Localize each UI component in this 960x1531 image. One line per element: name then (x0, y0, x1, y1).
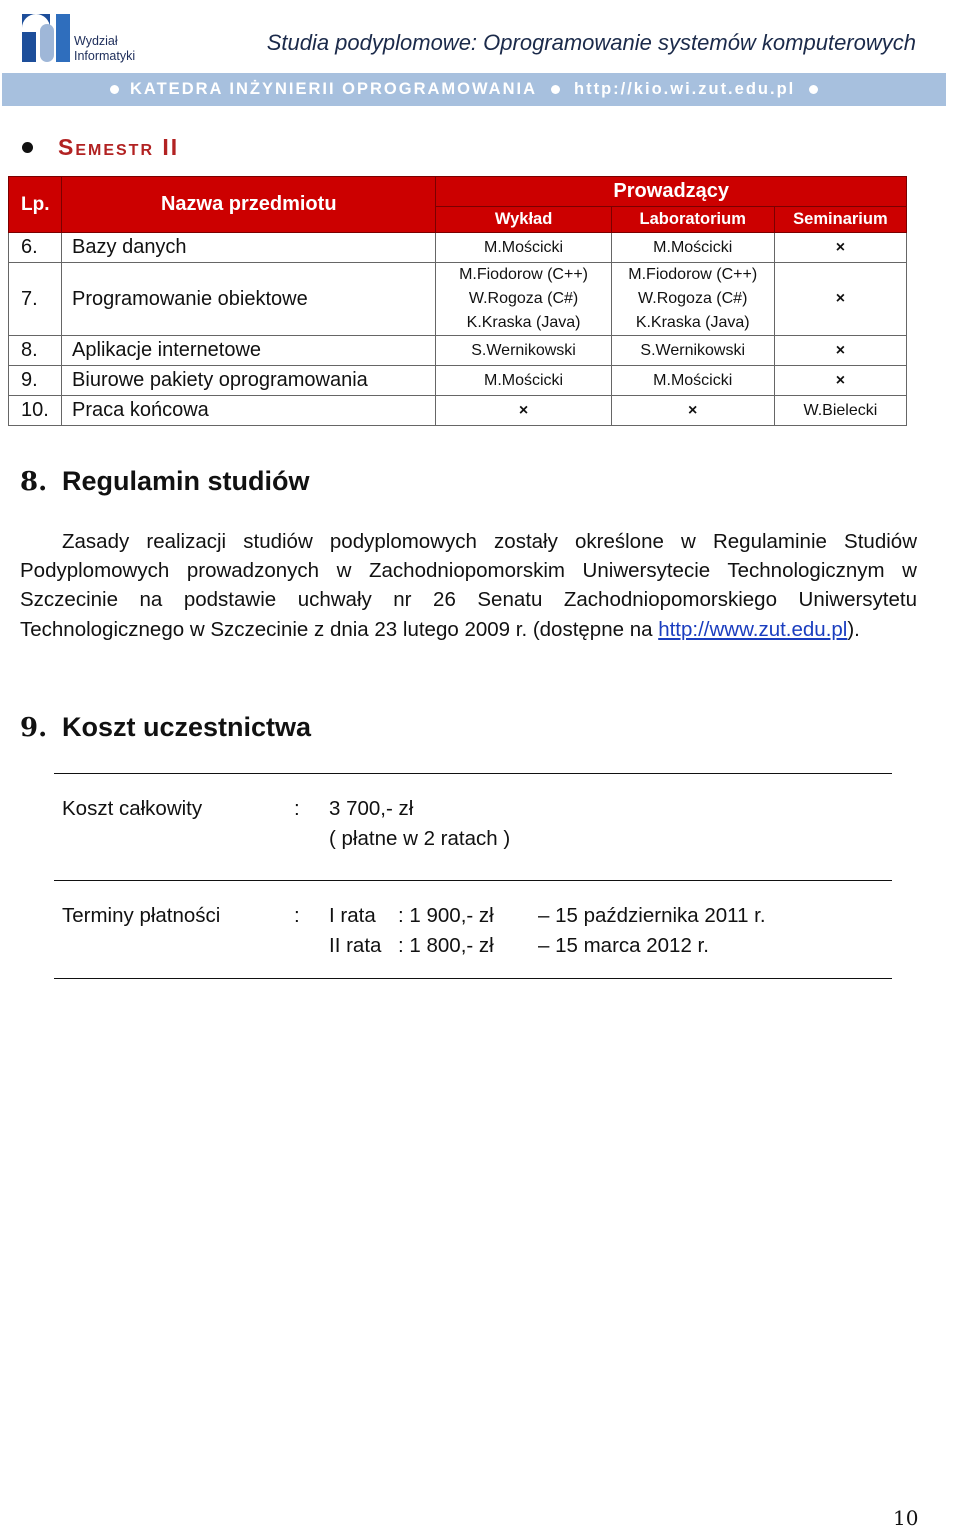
semester-title: Semestr II (58, 134, 180, 160)
section-8-heading (20, 466, 310, 497)
paragraph-end: ). (847, 617, 860, 641)
row-course-name: Bazy danych (62, 233, 436, 263)
page-number: 10 (893, 1506, 919, 1530)
instructor: W.Rogoza (C#) (638, 290, 748, 307)
row-lecture (436, 263, 611, 336)
department-url[interactable]: http://kio.wi.zut.edu.pl (574, 80, 796, 98)
row-lab: M.Mościcki (611, 366, 774, 396)
header-lp: Lp. (9, 177, 62, 233)
bullet-icon (551, 85, 560, 94)
row-lecture: S.Wernikowski (436, 336, 611, 366)
colon: : (294, 904, 300, 927)
installment-amount: : 1 900,- zł (398, 904, 494, 927)
row-seminar: W.Bielecki (774, 396, 906, 426)
instructor: M.Fiodorow (C++) (628, 266, 758, 283)
row-course-name: Praca końcowa (62, 396, 436, 426)
semester-heading (22, 134, 179, 161)
section-title: Koszt uczestnictwa (62, 712, 312, 742)
row-lecture: × (436, 396, 611, 426)
regulations-paragraph (20, 527, 917, 644)
row-lecture: M.Mościcki (436, 233, 611, 263)
table-row (9, 233, 907, 263)
faculty-logo-icon (20, 10, 72, 64)
logo-line-2: Informatyki (74, 49, 136, 63)
instructor: K.Kraska (Java) (466, 314, 581, 331)
installment-date: – 15 marca 2012 r. (538, 933, 709, 957)
header-lecture: Wykład (436, 207, 611, 233)
bullet-icon (809, 85, 818, 94)
row-course-name: Programowanie obiektowe (62, 263, 436, 336)
row-lab: × (611, 396, 774, 426)
section-title: Regulamin studiów (62, 466, 310, 496)
installment-name: II rata (329, 933, 382, 957)
divider (54, 880, 892, 881)
logo-line-1: Wydział (74, 34, 118, 48)
header-seminar: Seminarium (774, 207, 906, 233)
row-lp: 6. (9, 233, 62, 263)
faculty-logo (20, 10, 150, 66)
paragraph-text: Zasady realizacji studiów podyplomowych zostały określone w Regulaminie Studiów Podyplomowych prowadzonych w Zachodniopomorskim Uniwersytecie Technologicznym w Szczecinie na podstawie uchwały nr 26 Senatu Zachodniopomorskiego Uniwersytetu Technologicznego w Szczecinie z dnia 23 lutego 2009 r. (dostępne na (20, 530, 917, 641)
total-cost-label: Koszt całkowity (62, 797, 203, 820)
divider (54, 978, 892, 979)
header-lab: Laboratorium (611, 207, 774, 233)
installment-date: – 15 października 2011 r. (538, 904, 766, 927)
courses-table (8, 176, 907, 426)
table-row (9, 396, 907, 426)
row-seminar: × (774, 336, 906, 366)
section-number: 8. (20, 467, 48, 497)
divider (54, 773, 892, 774)
zut-link[interactable]: http://www.zut.edu.pl (658, 617, 848, 641)
row-lp: 8. (9, 336, 62, 366)
department-name: KATEDRA INŻYNIERII OPROGRAMOWANIA (130, 80, 537, 98)
installment-amount: : 1 800,- zł (398, 933, 494, 957)
total-cost-value: 3 700,- zł (329, 797, 414, 820)
header-course-name: Nazwa przedmiotu (62, 177, 436, 233)
row-lp: 10. (9, 396, 62, 426)
row-seminar: × (774, 366, 906, 396)
row-lp: 7. (9, 263, 62, 336)
instructor: M.Fiodorow (C++) (459, 266, 588, 283)
payment-terms-label: Terminy płatności (62, 904, 221, 927)
instructor: W.Rogoza (C#) (468, 290, 579, 307)
installment-name: I rata (329, 904, 376, 927)
colon: : (294, 797, 300, 820)
instructor: K.Kraska (Java) (635, 314, 750, 331)
table-row (9, 263, 907, 336)
row-lp: 9. (9, 366, 62, 396)
table-row (9, 336, 907, 366)
bullet-icon (110, 85, 119, 94)
table-row (9, 366, 907, 396)
bullet-icon (22, 142, 33, 153)
document-title: Studia podyplomowe: Oprogramowanie systemów komputerowych (266, 30, 916, 55)
row-seminar: × (774, 263, 906, 336)
row-lecture: M.Mościcki (436, 366, 611, 396)
row-course-name: Biurowe pakiety oprogramowania (62, 366, 436, 396)
section-9-heading (20, 712, 311, 743)
section-number: 9. (20, 713, 48, 743)
row-lab: M.Mościcki (611, 233, 774, 263)
row-seminar: × (774, 233, 906, 263)
row-lab: S.Wernikowski (611, 336, 774, 366)
row-course-name: Aplikacje internetowe (62, 336, 436, 366)
row-lab (611, 263, 774, 336)
total-cost-note: ( płatne w 2 ratach ) (329, 826, 511, 850)
department-banner (2, 73, 946, 106)
header-instructors: Prowadzący (436, 177, 907, 207)
